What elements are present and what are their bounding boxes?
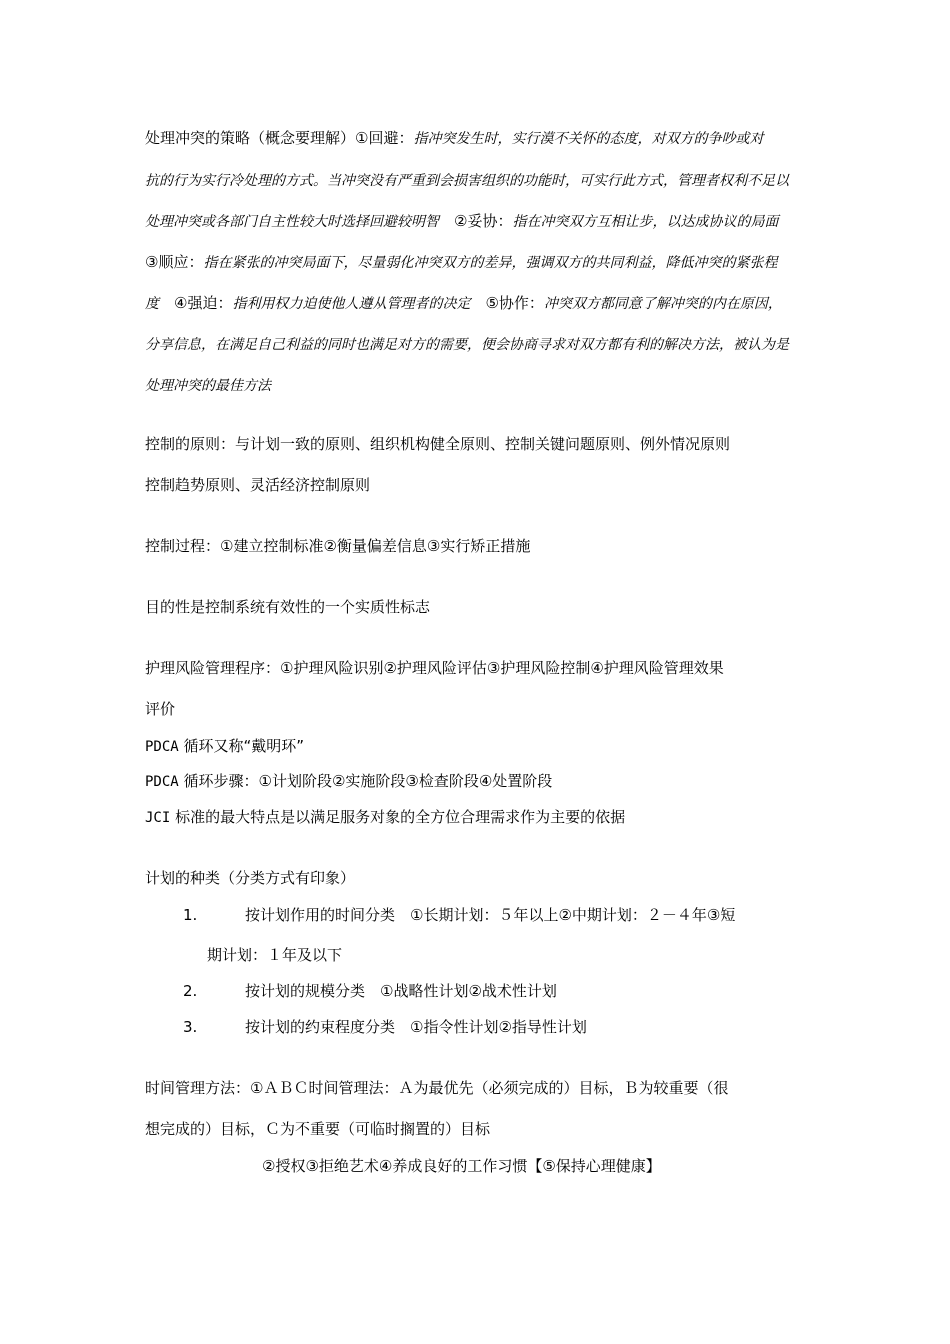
plan-type-text: 按计划作用的时间分类 ①长期计划：５年以上②中期计划：２－４年③短 <box>245 906 736 924</box>
compromise-definition: 指在冲突双方互相让步，以达成协议的局面 <box>512 214 779 230</box>
collaborate-definition-end: 处理冲突的最佳方法 <box>145 378 271 394</box>
pdca-steps-text: 循环步骤：①计划阶段②实施阶段③检查阶段④处置阶段 <box>183 772 553 790</box>
time-mgmt-line-1: 时间管理方法：①ＡＢＣ时间管理法：Ａ为最优先（必须完成的）目标，Ｂ为较重要（很 <box>145 1079 729 1097</box>
nursing-risk-line-2: 评价 <box>145 700 176 718</box>
plan-type-item-2 <box>183 981 557 1001</box>
conflict-line-4 <box>145 252 777 273</box>
conflict-line-2 <box>145 170 789 191</box>
control-process: 控制过程：①建立控制标准②衡量偏差信息③实行矫正措施 <box>145 537 531 555</box>
jci-prefix: JCI <box>145 810 171 826</box>
list-number: 3. <box>183 1018 198 1036</box>
plan-type-item-1 <box>183 905 735 925</box>
plan-type-item-3 <box>183 1017 587 1037</box>
pdca-steps-prefix: PDCA <box>145 774 179 790</box>
nursing-risk-line-1: 护理风险管理程序：①护理风险识别②护理风险评估③护理风险控制④护理风险管理效果 <box>145 659 724 677</box>
time-mgmt-line-3: ②授权③拒绝艺术④养成良好的工作习惯【⑤保持心理健康】 <box>262 1157 661 1175</box>
pdca-steps <box>145 771 552 792</box>
conflict-heading: 处理冲突的策略（概念要理解）①回避： <box>145 129 414 147</box>
plan-type-text: 按计划的规模分类 ①战略性计划②战术性计划 <box>245 982 557 1000</box>
plan-type-item-1-cont: 期计划：１年及以下 <box>207 946 343 964</box>
conflict-line-6 <box>145 334 789 355</box>
conflict-line-7 <box>145 375 271 396</box>
jci-text: 标准的最大特点是以满足服务对象的全方位合理需求作为主要的依据 <box>175 808 626 826</box>
conflict-line-3 <box>145 211 778 232</box>
plan-type-text: 按计划的约束程度分类 ①指令性计划②指导性计划 <box>245 1018 587 1036</box>
avoid-definition-cont: 抗的行为实行冷处理的方式。当冲突没有严重到会损害组织的功能时，可实行此方式，管理者权利不足以 <box>145 173 789 189</box>
pdca-prefix: PDCA <box>145 739 179 755</box>
plan-types-heading: 计划的种类（分类方式有印象） <box>145 869 356 887</box>
force-definition: 指利用权力迫使他人遵从管理者的决定 <box>232 296 471 312</box>
control-principles-line-1: 控制的原则：与计划一致的原则、组织机构健全原则、控制关键问题原则、例外情况原则 <box>145 435 731 453</box>
avoid-definition-end: 处理冲突或各部门自主性较大时选择回避较明智 <box>145 214 439 230</box>
time-mgmt-line-2: 想完成的）目标，Ｃ为不重要（可临时搁置的）目标 <box>145 1120 491 1138</box>
collaborate-definition: 冲突双方都同意了解冲突的内在原因， <box>543 296 782 312</box>
collaborate-label: ⑤协作： <box>485 294 544 312</box>
pdca-alias <box>145 736 304 757</box>
control-purpose: 目的性是控制系统有效性的一个实质性标志 <box>145 598 431 616</box>
accommodate-definition-end: 度 <box>145 296 159 312</box>
list-number: 1. <box>183 906 198 924</box>
conflict-line-5 <box>145 293 782 314</box>
conflict-line-1 <box>145 128 763 149</box>
jci-standard <box>145 807 625 828</box>
collaborate-definition-cont: 分享信息，在满足自己利益的同时也满足对方的需要，便会协商寻求对双方都有利的解决方法，被认为是 <box>145 337 789 353</box>
pdca-alias-text: 循环又称“戴明环” <box>183 737 305 755</box>
accommodate-label: ③顺应： <box>145 253 204 271</box>
force-label: ④强迫： <box>174 294 233 312</box>
accommodate-definition: 指在紧张的冲突局面下，尽量弱化冲突双方的差异，强调双方的共同利益，降低冲突的紧张程 <box>203 255 778 271</box>
avoid-definition: 指冲突发生时，实行漠不关怀的态度，对双方的争吵或对 <box>413 131 764 147</box>
list-number: 2. <box>183 982 198 1000</box>
compromise-label: ②妥协： <box>454 212 513 230</box>
control-principles-line-2: 控制趋势原则、灵活经济控制原则 <box>145 476 371 494</box>
